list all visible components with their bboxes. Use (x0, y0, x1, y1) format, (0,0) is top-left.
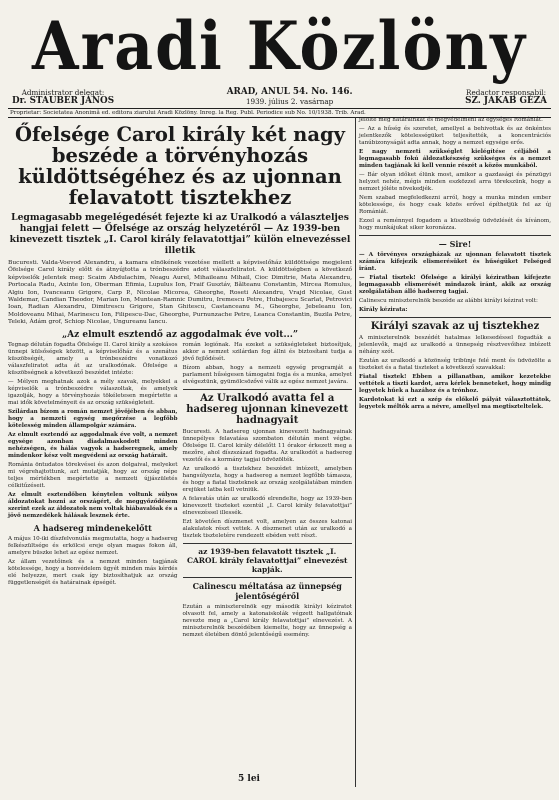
king-heading: Királyi szavak az uj tisztekhez (370, 321, 540, 332)
paragraph: jelölte meg határainkat és megvédelmeni az egységes Romániát. (359, 117, 543, 123)
newspaper-page (8, 6, 551, 794)
paragraph: Fiatal tisztek! Ebben a pillanatban, amikor kezetekbe vettétek a tiszti kardot, arra kérlek benneteket, hogy mindig legyetek hűek a hazához és a trónhoz. (359, 374, 551, 394)
sire-heading: — Sire! (438, 239, 472, 249)
column-divider (355, 117, 356, 787)
paragraph: Ezt követően díszmenet volt, amelyen az összes katonai alakulatok részt vettek. A díszmenet után az uralkodó a tisztek tiszteletére rendezett ebéden vett részt. (182, 518, 352, 539)
paragraph: — Fiatal tisztek! Őfelsége a királyi kéziratban kifejezte legmagasabb elismerését mindazok iránt, akik az ország szolgálatában álló hadsereg tagjai. (359, 275, 551, 295)
paragraph: Nem szabad megfeledkezni arról, hogy a munka minden ember kötelessége, és hogy csak közös erővel építhetjük fel az új Romániát. (359, 195, 551, 215)
paragraph: Az elmult esztendő az aggodalmak éve volt, a nemzet egysége azonban diadalmaskodott minden nehézségen, és hálás vagyok a hadseregnek, amely mindenkor kész volt megvédeni az ország határait. (8, 431, 178, 459)
officers-heading: Az Uralkodó avatta fel a hadsereg ujonnan kinevezett hadnagyait (186, 392, 349, 426)
admin-label: Administrator delegat: (21, 88, 105, 97)
paragraph: román legiónak. Ha ezeket a szükségleteket biztosítjuk, akkor a nemzet szilárdan fog állni és biztosítani tudja a jövő fejlődését. (182, 341, 352, 362)
proprietor-line: Proprietar: Societatea Anonimă ed. editora ziarului Aradi Közlöny. Inreg. la Reg. Publ. Periodice sub No. 10/1938. Trib. Arad. (8, 108, 551, 118)
paragraph: Románia öntudatos törekvései és azon dolgaival, melyeket mi végrehajtottunk, azt mutatják, hogy az ország népe teljes mértékben megértette a nemzeti újjászületés célkitűzéseit. (8, 461, 178, 489)
paragraph: Szilárdan bízom a román nemzet jövőjében és abban, hogy a nemzeti egység megőrzése a legfőbb kötelesség minden állampolgár számára. (8, 408, 178, 429)
divider (183, 577, 353, 578)
calinescu-heading: Calinescu méltatása az ünnepség jelentőségéről (192, 580, 342, 601)
masthead: Aradi Közlöny (32, 8, 527, 86)
paragraph: A miniszterelnök beszédét hatalmas lelkesedéssel fogadták a jelenlevők, majd az uralkodó a ünnepség résztvevőihez intézett néhány szót. (359, 335, 551, 355)
names-paragraph: Bucuresti. Valda-Voevod Alexandru, a kamara elnökének vezetése mellett a képviselőház küldöttsége megjelent Őfelsége Carol király előtt és átnyújtotta a trónbeszédre adott válaszfeliratot. A küldöttségben a következő képviselők jelentek meg: Scaim Abdulachim, Neagu Aurel, Mihaileanu Mihail, Cioc Dimitrie, Mata Alexandru, Portocala Radu, Axinte Ion, Oberman Efimia, Lupulus Ion, Fraif Gusztáv, Bălteanu Constantin, Mircea Romulus, Algiu Ion, Ivanceanu Grigore, Carp P., Nicolae Micorea, Gheorghe, Roseti Alexandru, Vrajd Nicolae, Gust Waldemar, Candian Theodor, Marian Ion, Muntean-Ramnic Dumitru, Iremescu Petre, Hubajescu Scarlat, Petrovici Ioan, Radian Alexandru, Dimitrescu Grigore, Stan Ghitescu, Castanceanu M., Gheorghe, Jebeleanu Ion, Moldoveanu Mihai, Marinescu Ion, Filipescu-Dac, Gheorghe, Purnunzache Petre, Leanca Constantin, Buzila Petre, Teleki, Ádám grof, Schiop Nicolae, Ungureanu Iancu. (8, 260, 352, 326)
divider (183, 389, 353, 390)
admin-name: Dr. STAUBER JÁNOS (12, 96, 115, 106)
paragraph: — Mélyen meghatnak azok a mély szavak, melyekkel a képviselők a trónbeszédre válaszoltak, és amelyek igazolják, hogy a törvényhozás tökéletesen megértette a mai idők követelményeit és az ország szükségleteit. (8, 378, 178, 406)
paragraph: Bízom abban, hogy a nemzeti egység programját a parlament hűségesen támogatni fogja és a munka, amelyet elvégeztünk, gyümölcsözővé válik az egész nemzet javára. (182, 364, 352, 385)
paragraph: A felavatás után az uralkodó elrendelte, hogy az 1939-ben kinevezett tiszteket ezentúl „I. Carol király felavatottjai” elnevezéssel illessék. (182, 495, 352, 516)
article-column-1 (8, 342, 178, 641)
paragraph: Ezzel a reménnyel fogadom a küszöbség üdvözlését és kívánom, hogy munkájukat siker koronázza. (359, 218, 551, 231)
quote-heading: „Az elmult esztendő az aggodalmak éve volt...” (61, 329, 299, 340)
paragraph: Ezután a miniszterelnök egy második királyi kéziratot olvasott fel, amely a katonaiskolák végzett hallgatóinak nevezte meg a „Carol király felavatottjai” elnevezést. A miniszterelnök beszédében kiemelte, hogy az ünnepség a nemzet életében döntő jelentőségű esemény. (182, 603, 352, 638)
paragraph: Az uralkodó a tisztekhez beszédet intézett, amelyben hangsúlyozta, hogy a hadsereg a nemzet legfőbb támasza, és hogy a fiatal tiszteknek az ország szolgálatában minden erejüket latba kell vetniük. (182, 465, 352, 493)
paragraph: Calinescu miniszterelnök beszéde az alábbi királyi kézirat volt: (359, 298, 538, 304)
paragraph: Kardotokat ki ezt a szép és előkelő pályát választottátok, legyetek méltók arra a névre, amellyel ma megtiszteltelek. (359, 397, 551, 410)
lead-paragraph: Legmagasabb megelégedését fejezte ki az Uralkodó a választeljes hangjai felett — Őfelsége az ország helyzetéről — Az 1939-ben kinevezett tisztek „I. Carol király felavatottjai” külön elnevezéssel illetik (9, 212, 351, 256)
paragraph: Az állam vezetőinek és a nemzet minden tagjának kötelessége, hogy a honvédelem ügyét minden más kérdés elé helyezze, mert csak így biztosíthatjuk az ország függetlenségét és határainak épségét. (8, 558, 178, 586)
main-headline: Őfelsége Carol király két nagy beszéde a törvényhozás küldöttségéhez és az ujonnan felavatott tisztekhez (15, 123, 345, 209)
paragraph: Bucuresti. A hadsereg ujonnan kinevezett hadnagyainak ünnepélyes felavatása szombaton délután ment végbe. Őfelsége II. Carol király délelőtt 11 órakor érkezett meg a mezőre, ahol díszszázad fogadta. Az uralkodót a hadsereg vezetői és a kormány tagjai üdvözölték. (182, 428, 352, 463)
paragraph: Tegnap délután fogadta Őfelsége II. Carol király a szokásos ünnepi külsőségek között, a képviselőház és a szenátus küszöbségét, amely a trónbeszédre vonatkozó válaszfeliratot adta át az uralkodónak. Őfelsége a küszöbségnek a következő beszédet intézte: (8, 341, 178, 376)
issue-line: ARAD, ANUL 54. No. 146. (226, 87, 353, 97)
editor-label: Redactor responsabil: (466, 88, 547, 97)
ribbon-text: az 1939-ben felavatott tisztek „I. CAROL király felavatottjai” elnevezést kapják. (187, 546, 348, 574)
article-columns (8, 342, 352, 641)
date-line: 1939. július 2. vasárnap (245, 97, 334, 106)
paragraph: Az elmult esztendőben kénytelen voltunk súlyos áldozatokat hozni az országért, de meggyőződésem szerint ezek az áldozatok nem voltak hiábavalóak és a jövő nemzedékek hálásak lesznek érte. (8, 491, 178, 519)
paragraph: — Bár olyan időket élünk most, amikor a gazdasági és pénzügyi helyzet nehéz, mégis minden eszközzel arra törekszünk, hogy a nemzet jóléte növekedjék. (359, 172, 551, 192)
paragraph: — A törvényes országházak az ujonnan felavatott tisztek számára kifejezik elismerésüket és hűségüket Felséged iránt. (359, 252, 551, 272)
divider (359, 317, 551, 318)
main-article (8, 124, 352, 641)
right-column (359, 117, 551, 413)
paragraph: Ezután az uralkodó a közönség tribünje felé ment és üdvözölte a tiszteket és a fiatal tiszteket a következő szavakkal: (359, 358, 551, 371)
editor-name: SZ. JAKAB GÉZA (465, 96, 547, 106)
paragraph: Király kézirata: (359, 307, 408, 313)
paragraph: — Az a hűség és szeretet, amellyel a behivottak és az önkéntes jelentkezők kötelességüket teljesítették, a koncentrációs tanúbizonyságát adta annak, hogy a nemzet egysége erős. (359, 126, 551, 146)
divider (183, 543, 353, 544)
paragraph: A május 10-iki díszfelvonulás megmutatta, hogy a hadsereg felkészültsége és erkölcsi ereje olyan magas fokon áll, amelyre büszke lehet az egész nemzet. (8, 535, 178, 556)
army-heading: A hadsereg mindenekelőtt (33, 522, 152, 533)
price-label: 5 lei (238, 774, 260, 784)
article-column-2 (183, 342, 353, 641)
paragraph: E nagy nemzeti szükséglet kielégítése céljából a legmagasabb fokú áldozatkészség szükséges és a nemzet minden tagjának ki kell vennie részét a közös munkából. (359, 149, 551, 169)
divider (359, 235, 551, 236)
